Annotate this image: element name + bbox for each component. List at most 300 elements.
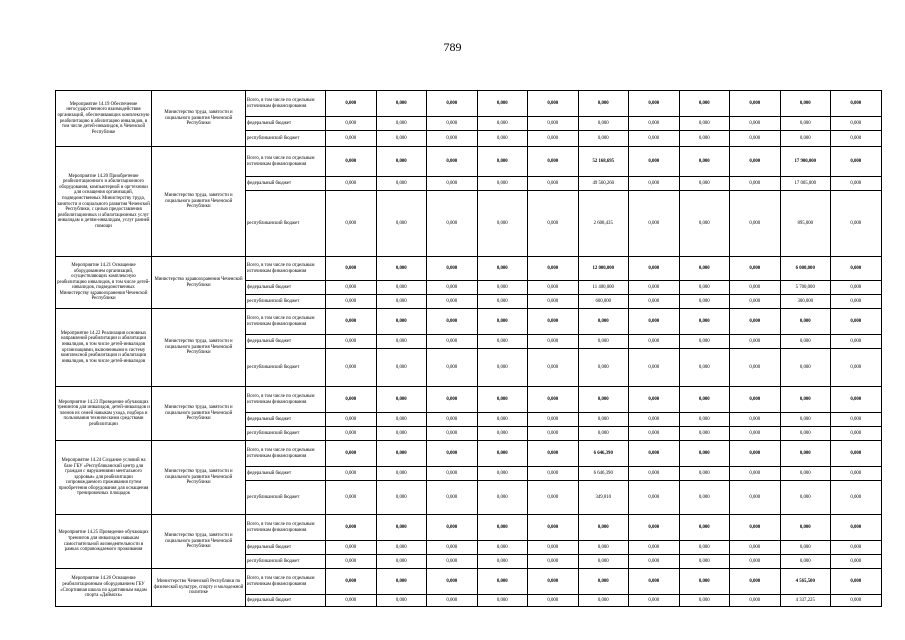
amount-cell: 0,000 — [780, 515, 831, 541]
amount-cell: 0,000 — [730, 309, 781, 335]
amount-cell: 0,000 — [528, 131, 579, 147]
amount-cell: 0,000 — [427, 91, 478, 117]
amount-cell: 0,000 — [528, 91, 579, 117]
amount-cell: 0,000 — [831, 191, 882, 257]
table-row — [56, 387, 882, 413]
amount-cell: 0,000 — [629, 131, 680, 147]
amount-cell: 0,000 — [477, 569, 528, 595]
amount-cell: 17 005,000 — [780, 177, 831, 191]
amount-cell: 0,000 — [376, 295, 427, 309]
amount-cell: 6 646,390 — [578, 441, 629, 467]
amount-cell: 0,000 — [629, 335, 680, 349]
amount-cell: 0,000 — [629, 177, 680, 191]
amount-cell: 0,000 — [477, 387, 528, 413]
table-row — [56, 569, 882, 595]
amount-cell: 0,000 — [679, 131, 730, 147]
funding-source: Всего, в том числе по отдельным источникам финансирования — [246, 569, 326, 595]
amount-cell: 0,000 — [629, 569, 680, 595]
amount-cell: 0,000 — [679, 281, 730, 295]
amount-cell: 0,000 — [427, 467, 478, 481]
amount-cell: 0,000 — [679, 147, 730, 177]
amount-cell: 0,000 — [326, 595, 377, 607]
amount-cell: 0,000 — [477, 541, 528, 555]
funding-source: Всего, в том числе по отдельным источникам финансирования — [246, 147, 326, 177]
funding-source: федеральный бюджет — [246, 177, 326, 191]
amount-cell: 0,000 — [477, 281, 528, 295]
amount-cell: 0,000 — [528, 257, 579, 281]
amount-cell: 4 337,225 — [780, 595, 831, 607]
amount-cell: 0,000 — [629, 467, 680, 481]
amount-cell: 0,000 — [477, 117, 528, 131]
measure-name: Мероприятие 14.26 Оснащение реабилитационным оборудованием ГБУ «Спортивная школа по адаптивным видам спорта «Даймохк» — [56, 569, 152, 607]
amount-cell: 0,000 — [831, 481, 882, 515]
amount-cell: 0,000 — [730, 131, 781, 147]
amount-cell: 0,000 — [326, 541, 377, 555]
measure-executor: Министерство труда, занятости и социального развития Чеченской Республики — [152, 515, 246, 569]
amount-cell: 5 700,000 — [780, 281, 831, 295]
table-row — [56, 91, 882, 117]
amount-cell: 0,000 — [326, 131, 377, 147]
amount-cell: 0,000 — [528, 117, 579, 131]
amount-cell: 0,000 — [326, 515, 377, 541]
amount-cell: 0,000 — [326, 295, 377, 309]
amount-cell: 0,000 — [780, 387, 831, 413]
funding-source: республиканский бюджет — [246, 555, 326, 569]
amount-cell: 0,000 — [831, 117, 882, 131]
funding-source: Всего, в том числе по отдельным источникам финансирования — [246, 441, 326, 467]
amount-cell: 0,000 — [427, 349, 478, 387]
funding-source: федеральный бюджет — [246, 117, 326, 131]
amount-cell: 0,000 — [578, 131, 629, 147]
funding-source: федеральный бюджет — [246, 467, 326, 481]
amount-cell: 2 608,435 — [578, 191, 629, 257]
amount-cell: 0,000 — [730, 295, 781, 309]
amount-cell: 0,000 — [326, 467, 377, 481]
amount-cell: 0,000 — [730, 441, 781, 467]
amount-cell: 0,000 — [376, 257, 427, 281]
amount-cell: 0,000 — [427, 117, 478, 131]
amount-cell: 0,000 — [730, 191, 781, 257]
amount-cell: 0,000 — [477, 595, 528, 607]
amount-cell: 0,000 — [578, 555, 629, 569]
amount-cell: 0,000 — [831, 177, 882, 191]
amount-cell: 0,000 — [730, 413, 781, 427]
amount-cell: 0,000 — [528, 569, 579, 595]
amount-cell: 0,000 — [629, 541, 680, 555]
amount-cell: 0,000 — [629, 117, 680, 131]
measure-executor: Министерство труда, занятости и социального развития Чеченской Республики — [152, 147, 246, 257]
amount-cell: 0,000 — [427, 177, 478, 191]
amount-cell: 0,000 — [427, 281, 478, 295]
funding-source: республиканский бюджет — [246, 427, 326, 441]
amount-cell: 0,000 — [578, 335, 629, 349]
amount-cell: 0,000 — [679, 335, 730, 349]
amount-cell: 0,000 — [831, 387, 882, 413]
amount-cell: 0,000 — [326, 413, 377, 427]
amount-cell: 0,000 — [528, 281, 579, 295]
measure-executor: Министерство Чеченской Республики по физической культуре, спорту и молодежной политике — [152, 569, 246, 607]
amount-cell: 0,000 — [831, 335, 882, 349]
amount-cell: 0,000 — [578, 349, 629, 387]
amount-cell: 0,000 — [578, 569, 629, 595]
amount-cell: 0,000 — [528, 481, 579, 515]
amount-cell: 600,000 — [578, 295, 629, 309]
amount-cell: 0,000 — [679, 191, 730, 257]
amount-cell: 0,000 — [477, 131, 528, 147]
amount-cell: 0,000 — [326, 569, 377, 595]
amount-cell: 0,000 — [528, 147, 579, 177]
amount-cell: 0,000 — [427, 515, 478, 541]
amount-cell: 895,000 — [780, 191, 831, 257]
amount-cell: 0,000 — [730, 481, 781, 515]
amount-cell: 0,000 — [730, 595, 781, 607]
amount-cell: 0,000 — [326, 91, 377, 117]
amount-cell: 0,000 — [376, 349, 427, 387]
amount-cell: 0,000 — [376, 595, 427, 607]
amount-cell: 0,000 — [629, 147, 680, 177]
amount-cell: 0,000 — [326, 335, 377, 349]
amount-cell: 0,000 — [780, 91, 831, 117]
amount-cell: 0,000 — [730, 91, 781, 117]
amount-cell: 0,000 — [679, 295, 730, 309]
funding-source: Всего, в том числе по отдельным источникам финансирования — [246, 387, 326, 413]
amount-cell: 0,000 — [427, 481, 478, 515]
amount-cell: 0,000 — [578, 515, 629, 541]
amount-cell: 0,000 — [477, 191, 528, 257]
funding-source: республиканский бюджет — [246, 349, 326, 387]
amount-cell: 0,000 — [679, 427, 730, 441]
amount-cell: 0,000 — [730, 147, 781, 177]
amount-cell: 0,000 — [679, 413, 730, 427]
amount-cell: 0,000 — [629, 413, 680, 427]
table-row — [56, 515, 882, 541]
amount-cell: 0,000 — [831, 467, 882, 481]
amount-cell: 0,000 — [326, 257, 377, 281]
amount-cell: 0,000 — [376, 387, 427, 413]
amount-cell: 0,000 — [326, 147, 377, 177]
amount-cell: 0,000 — [679, 467, 730, 481]
amount-cell: 0,000 — [477, 555, 528, 569]
amount-cell: 0,000 — [528, 427, 579, 441]
amount-cell: 0,000 — [578, 117, 629, 131]
amount-cell: 0,000 — [326, 117, 377, 131]
amount-cell: 0,000 — [528, 541, 579, 555]
amount-cell: 0,000 — [730, 387, 781, 413]
funding-source: федеральный бюджет — [246, 335, 326, 349]
amount-cell: 12 000,000 — [578, 257, 629, 281]
amount-cell: 0,000 — [780, 467, 831, 481]
amount-cell: 0,000 — [376, 147, 427, 177]
page-number: 789 — [443, 40, 462, 54]
funding-source: федеральный бюджет — [246, 595, 326, 607]
funding-source: Всего, в том числе по отдельным источникам финансирования — [246, 257, 326, 281]
amount-cell: 0,000 — [831, 595, 882, 607]
amount-cell: 0,000 — [427, 295, 478, 309]
amount-cell: 0,000 — [528, 295, 579, 309]
amount-cell: 0,000 — [831, 131, 882, 147]
amount-cell: 0,000 — [629, 441, 680, 467]
amount-cell: 0,000 — [477, 515, 528, 541]
amount-cell: 0,000 — [578, 309, 629, 335]
amount-cell: 0,000 — [376, 117, 427, 131]
amount-cell: 0,000 — [831, 569, 882, 595]
amount-cell: 0,000 — [831, 441, 882, 467]
amount-cell: 0,000 — [326, 177, 377, 191]
funding-source: Всего, в том числе по отдельным источникам финансирования — [246, 309, 326, 335]
amount-cell: 0,000 — [427, 413, 478, 427]
amount-cell: 0,000 — [730, 349, 781, 387]
measure-name: Мероприятие 14.20 Приобретение реабилитационного и абилитационного оборудования, компьютерной и оргтехники для оснащения организаций, подведомственных Министерству труда, занятости и социального развития Чеченской Республики, с целью предоставления реабилитационных и абилитационных услуг инвалидам и детям-инвалидам, услуг ранней помощи — [56, 147, 152, 257]
amount-cell: 0,000 — [831, 427, 882, 441]
amount-cell: 0,000 — [629, 595, 680, 607]
amount-cell: 0,000 — [831, 257, 882, 281]
amount-cell: 0,000 — [679, 595, 730, 607]
amount-cell: 0,000 — [376, 555, 427, 569]
amount-cell: 0,000 — [831, 147, 882, 177]
amount-cell: 0,000 — [427, 441, 478, 467]
amount-cell: 0,000 — [477, 427, 528, 441]
measure-name: Мероприятие 14.21 Оснащение оборудованием организаций, осуществляющих комплексную реабилитацию инвалидов, в том числе детей-инвалидов, подведомственных Министерству здравоохранения Чеченской Республики — [56, 257, 152, 309]
table-row — [56, 257, 882, 281]
amount-cell: 0,000 — [376, 427, 427, 441]
amount-cell: 0,000 — [831, 309, 882, 335]
amount-cell: 52 168,695 — [578, 147, 629, 177]
amount-cell: 0,000 — [730, 555, 781, 569]
amount-cell: 0,000 — [629, 481, 680, 515]
amount-cell: 0,000 — [528, 555, 579, 569]
funding-source: республиканский бюджет — [246, 191, 326, 257]
amount-cell: 0,000 — [831, 295, 882, 309]
funding-source: федеральный бюджет — [246, 281, 326, 295]
amount-cell: 0,000 — [376, 541, 427, 555]
amount-cell: 0,000 — [326, 309, 377, 335]
measure-executor: Министерство труда, занятости и социального развития Чеченской Республики — [152, 91, 246, 147]
amount-cell: 0,000 — [326, 281, 377, 295]
amount-cell: 0,000 — [629, 91, 680, 117]
funding-source: республиканский бюджет — [246, 481, 326, 515]
measure-name: Мероприятие 14.25 Проведение обучающих тренингов для инвалидов навыкам самостоятельной жизнедеятельности в рамках сопровождаемого проживания — [56, 515, 152, 569]
amount-cell: 0,000 — [578, 91, 629, 117]
amount-cell: 0,000 — [376, 309, 427, 335]
amount-cell: 0,000 — [477, 335, 528, 349]
amount-cell: 0,000 — [326, 427, 377, 441]
amount-cell: 0,000 — [679, 309, 730, 335]
amount-cell: 0,000 — [679, 257, 730, 281]
amount-cell: 0,000 — [477, 441, 528, 467]
measure-name: Мероприятие 14.22 Реализация основных направлений реабилитации и абилитации инвалидов, в том числе детей-инвалидов организациями, включенными в систему комплексной реабилитации и абилитации инвалидов, в том числе детей-инвалидов — [56, 309, 152, 387]
amount-cell: 17 900,000 — [780, 147, 831, 177]
measure-executor: Министерство здравоохранения Чеченской Республики — [152, 257, 246, 309]
amount-cell: 0,000 — [376, 177, 427, 191]
amount-cell: 0,000 — [679, 515, 730, 541]
amount-cell: 0,000 — [780, 427, 831, 441]
amount-cell: 0,000 — [629, 309, 680, 335]
measure-name: Мероприятие 14.19 Обеспечение негосударственного взаимодействия организаций, обеспечивающих комплексную реабилитацию и абилитацию инвалидов, в том числе детей-инвалидов, в Чеченской Республике — [56, 91, 152, 147]
amount-cell: 0,000 — [376, 467, 427, 481]
amount-cell: 0,000 — [780, 335, 831, 349]
amount-cell: 4 565,500 — [780, 569, 831, 595]
amount-cell: 0,000 — [326, 349, 377, 387]
amount-cell: 0,000 — [427, 427, 478, 441]
amount-cell: 0,000 — [780, 441, 831, 467]
measure-executor: Министерство труда, занятости и социального развития Чеченской Республики — [152, 309, 246, 387]
amount-cell: 0,000 — [427, 257, 478, 281]
amount-cell: 0,000 — [528, 515, 579, 541]
amount-cell: 0,000 — [477, 349, 528, 387]
amount-cell: 0,000 — [831, 349, 882, 387]
amount-cell: 0,000 — [730, 117, 781, 131]
amount-cell: 0,000 — [679, 91, 730, 117]
amount-cell: 0,000 — [427, 595, 478, 607]
amount-cell: 0,000 — [326, 481, 377, 515]
amount-cell: 0,000 — [528, 191, 579, 257]
amount-cell: 0,000 — [730, 177, 781, 191]
amount-cell: 0,000 — [831, 555, 882, 569]
amount-cell: 0,000 — [679, 387, 730, 413]
amount-cell: 0,000 — [629, 257, 680, 281]
amount-cell: 0,000 — [427, 569, 478, 595]
table-row — [56, 441, 882, 467]
amount-cell: 0,000 — [629, 191, 680, 257]
amount-cell: 0,000 — [528, 335, 579, 349]
amount-cell: 0,000 — [780, 117, 831, 131]
amount-cell: 0,000 — [780, 555, 831, 569]
amount-cell: 0,000 — [376, 281, 427, 295]
amount-cell: 0,000 — [528, 309, 579, 335]
amount-cell: 0,000 — [831, 281, 882, 295]
amount-cell: 0,000 — [528, 595, 579, 607]
funding-source: республиканский бюджет — [246, 295, 326, 309]
amount-cell: 0,000 — [629, 349, 680, 387]
funding-source: Всего, в том числе по отдельным источникам финансирования — [246, 515, 326, 541]
amount-cell: 0,000 — [730, 541, 781, 555]
amount-cell: 49 560,260 — [578, 177, 629, 191]
amount-cell: 0,000 — [629, 295, 680, 309]
amount-cell: 0,000 — [629, 555, 680, 569]
amount-cell: 0,000 — [376, 413, 427, 427]
amount-cell: 0,000 — [780, 541, 831, 555]
funding-table — [55, 90, 882, 607]
amount-cell: 0,000 — [376, 91, 427, 117]
amount-cell: 0,000 — [831, 541, 882, 555]
amount-cell: 0,000 — [629, 387, 680, 413]
measure-executor: Министерство труда, занятости и социального развития Чеченской Республики — [152, 387, 246, 441]
amount-cell: 0,000 — [477, 257, 528, 281]
amount-cell: 0,000 — [730, 335, 781, 349]
amount-cell: 0,000 — [629, 427, 680, 441]
amount-cell: 0,000 — [427, 147, 478, 177]
funding-source: республиканский бюджет — [246, 131, 326, 147]
amount-cell: 0,000 — [477, 177, 528, 191]
amount-cell: 0,000 — [326, 387, 377, 413]
amount-cell: 0,000 — [427, 387, 478, 413]
amount-cell: 0,000 — [477, 481, 528, 515]
amount-cell: 0,000 — [578, 541, 629, 555]
amount-cell: 0,000 — [427, 131, 478, 147]
amount-cell: 0,000 — [679, 569, 730, 595]
measure-executor: Министерство труда, занятости и социального развития Чеченской Республики — [152, 441, 246, 515]
amount-cell: 0,000 — [730, 515, 781, 541]
amount-cell: 0,000 — [376, 335, 427, 349]
amount-cell: 0,000 — [780, 131, 831, 147]
amount-cell: 0,000 — [780, 481, 831, 515]
amount-cell: 0,000 — [528, 387, 579, 413]
amount-cell: 11 400,000 — [578, 281, 629, 295]
funding-source: федеральный бюджет — [246, 541, 326, 555]
amount-cell: 0,000 — [679, 441, 730, 467]
amount-cell: 349,810 — [578, 481, 629, 515]
amount-cell: 0,000 — [477, 467, 528, 481]
amount-cell: 0,000 — [528, 441, 579, 467]
amount-cell: 300,000 — [780, 295, 831, 309]
amount-cell: 0,000 — [679, 555, 730, 569]
amount-cell: 0,000 — [427, 191, 478, 257]
amount-cell: 0,000 — [629, 515, 680, 541]
amount-cell: 0,000 — [528, 467, 579, 481]
amount-cell: 0,000 — [376, 515, 427, 541]
amount-cell: 0,000 — [578, 595, 629, 607]
amount-cell: 0,000 — [477, 295, 528, 309]
funding-source: Всего, в том числе по отдельным источникам финансирования — [246, 91, 326, 117]
amount-cell: 0,000 — [679, 481, 730, 515]
amount-cell: 0,000 — [780, 349, 831, 387]
amount-cell: 0,000 — [831, 413, 882, 427]
amount-cell: 0,000 — [679, 117, 730, 131]
amount-cell: 0,000 — [427, 541, 478, 555]
amount-cell: 0,000 — [427, 335, 478, 349]
amount-cell: 0,000 — [831, 91, 882, 117]
amount-cell: 0,000 — [477, 147, 528, 177]
amount-cell: 0,000 — [730, 569, 781, 595]
amount-cell: 0,000 — [730, 257, 781, 281]
amount-cell: 0,000 — [730, 281, 781, 295]
amount-cell: 0,000 — [427, 555, 478, 569]
amount-cell: 0,000 — [578, 387, 629, 413]
amount-cell: 0,000 — [477, 309, 528, 335]
measure-name: Мероприятие 14.24 Создание условий на базе ГБУ «Республиканский центр для граждан с нарушениями ментального здоровья» для реабилитации сопровождаемого проживания путем приобретения оборудования для оснащения тренировочных площадок — [56, 441, 152, 515]
amount-cell: 0,000 — [679, 349, 730, 387]
amount-cell: 0,000 — [326, 555, 377, 569]
amount-cell: 6 646,390 — [578, 467, 629, 481]
amount-cell: 0,000 — [326, 191, 377, 257]
table-row — [56, 309, 882, 335]
amount-cell: 0,000 — [477, 413, 528, 427]
amount-cell: 0,000 — [629, 281, 680, 295]
funding-source: федеральный бюджет — [246, 413, 326, 427]
amount-cell: 0,000 — [831, 515, 882, 541]
amount-cell: 0,000 — [730, 427, 781, 441]
amount-cell: 0,000 — [780, 413, 831, 427]
amount-cell: 0,000 — [528, 413, 579, 427]
amount-cell: 0,000 — [376, 569, 427, 595]
amount-cell: 6 000,000 — [780, 257, 831, 281]
amount-cell: 0,000 — [326, 441, 377, 467]
amount-cell: 0,000 — [780, 309, 831, 335]
amount-cell: 0,000 — [427, 309, 478, 335]
amount-cell: 0,000 — [376, 481, 427, 515]
amount-cell: 0,000 — [730, 467, 781, 481]
table-row — [56, 147, 882, 177]
amount-cell: 0,000 — [679, 541, 730, 555]
measure-name: Мероприятие 14.23 Проведение обучающих тренингов для инвалидов, детей-инвалидов и членов их семей навыкам ухода, подбора и пользования техническими средствами реабилитации — [56, 387, 152, 441]
amount-cell: 0,000 — [578, 427, 629, 441]
amount-cell: 0,000 — [376, 191, 427, 257]
amount-cell: 0,000 — [528, 349, 579, 387]
amount-cell: 0,000 — [578, 413, 629, 427]
amount-cell: 0,000 — [477, 91, 528, 117]
amount-cell: 0,000 — [376, 441, 427, 467]
amount-cell: 0,000 — [376, 131, 427, 147]
